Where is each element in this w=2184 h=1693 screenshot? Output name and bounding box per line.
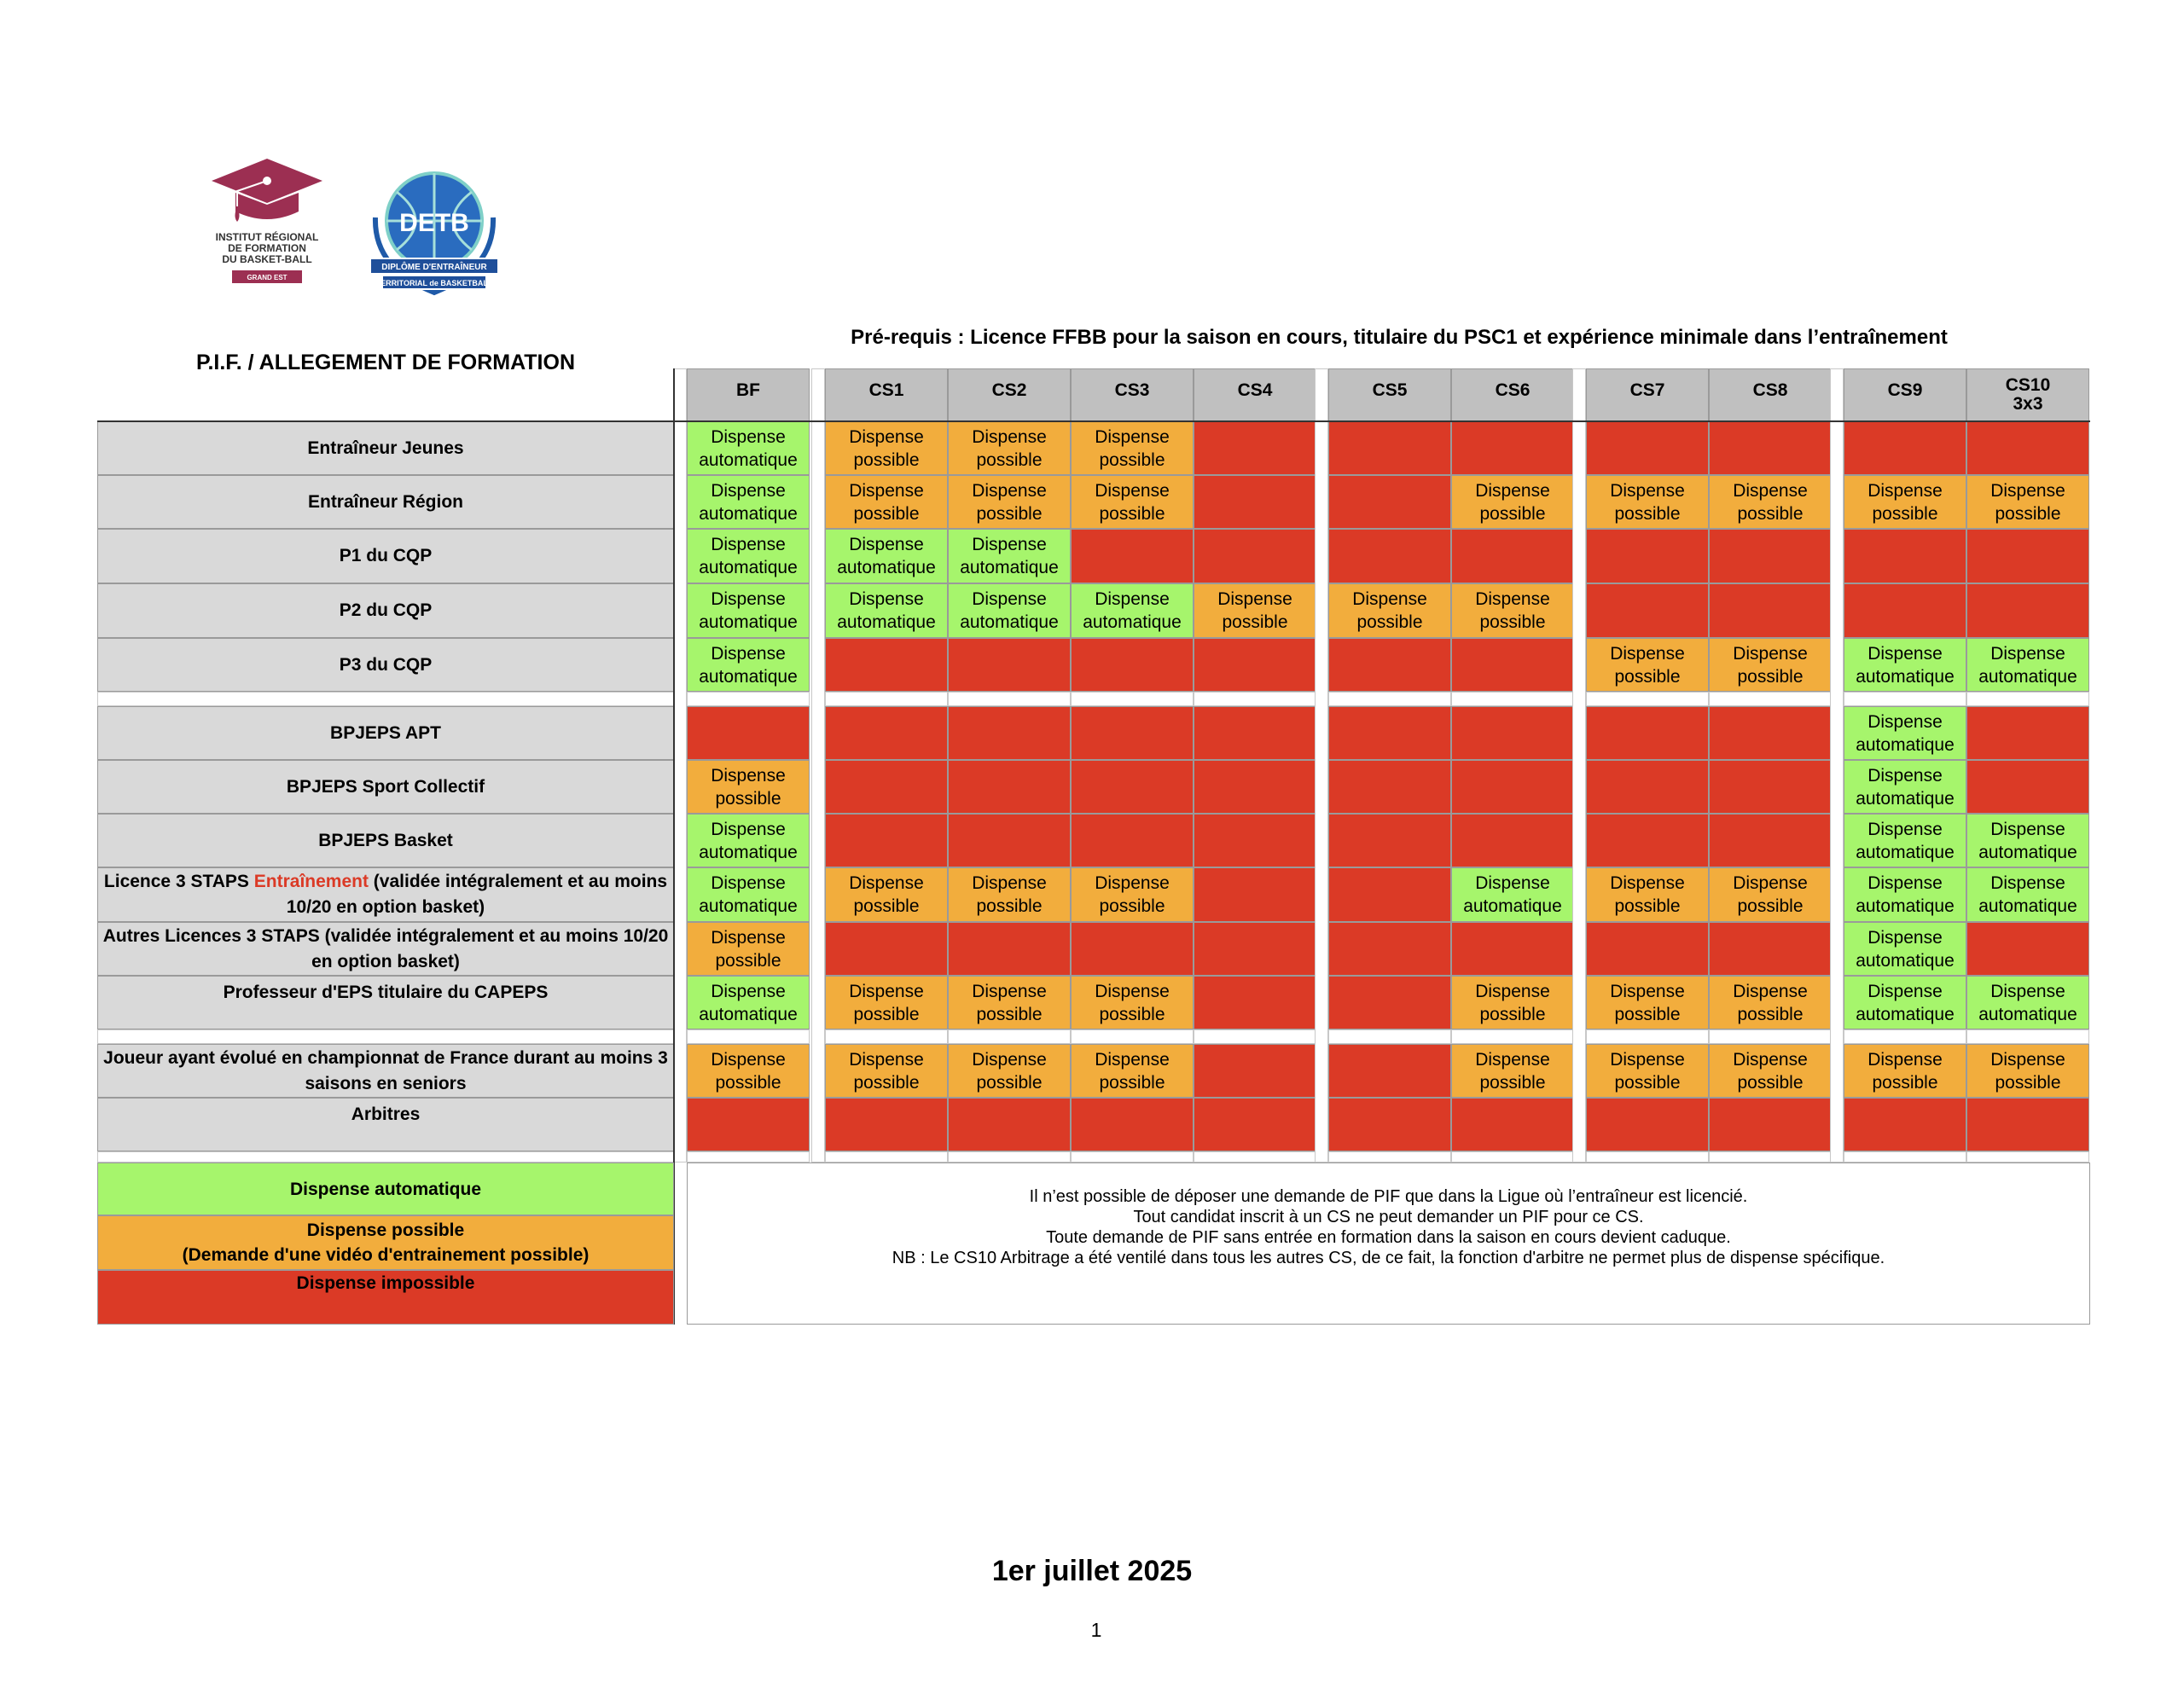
status-impossible-cell — [1194, 475, 1316, 529]
column-header-cs8: CS8 — [1709, 368, 1832, 421]
spacer-row — [97, 692, 674, 706]
note-2: Tout candidat inscrit à un CS ne peut demander un PIF pour ce CS. — [1133, 1208, 1644, 1226]
status-possible-cell: Dispense possible — [948, 976, 1071, 1029]
status-impossible-cell — [948, 760, 1071, 814]
status-impossible-cell — [1451, 814, 1574, 867]
column-header-cs2: CS2 — [948, 368, 1071, 421]
status-impossible-cell — [1586, 922, 1709, 976]
legend-auto-label: Dispense automatique — [289, 1179, 482, 1199]
status-impossible-cell — [1709, 1098, 1832, 1151]
spacer-cell — [1328, 1029, 1451, 1044]
status-auto-cell: Dispense automatique — [1966, 867, 2089, 922]
status-impossible-cell — [1328, 638, 1451, 692]
row-label: BPJEPS APT — [97, 706, 674, 760]
status-auto-cell: Dispense automatique — [687, 583, 810, 638]
spacer-cell — [1709, 1151, 1832, 1162]
status-auto-cell: Dispense automatique — [1966, 976, 2089, 1029]
status-impossible-cell — [1328, 1098, 1451, 1151]
status-impossible-cell — [1194, 1098, 1316, 1151]
status-possible-cell: Dispense possible — [1844, 475, 1966, 529]
status-impossible-cell — [1328, 814, 1451, 867]
status-possible-cell: Dispense possible — [1328, 583, 1451, 638]
status-auto-cell: Dispense automatique — [1844, 976, 1966, 1029]
page-number: 1 — [1090, 1619, 1102, 1641]
status-auto-cell: Dispense automatique — [825, 529, 948, 583]
spacer-cell — [687, 692, 810, 706]
spacer-cell — [1194, 1029, 1316, 1044]
status-possible-cell: Dispense possible — [687, 760, 810, 814]
spacer-cell — [1709, 1029, 1832, 1044]
column-header-bf: BF — [687, 368, 810, 421]
document-date: 1er juillet 2025 — [991, 1555, 1193, 1587]
status-auto-cell: Dispense automatique — [1966, 814, 2089, 867]
status-impossible-cell — [825, 922, 948, 976]
legend-impossible-label: Dispense impossible — [296, 1273, 475, 1293]
status-impossible-cell — [1709, 814, 1832, 867]
status-impossible-cell — [825, 814, 948, 867]
spacer-cell — [948, 1029, 1071, 1044]
status-impossible-cell — [1586, 529, 1709, 583]
status-impossible-cell — [1966, 421, 2089, 475]
status-possible-cell: Dispense possible — [687, 922, 810, 976]
status-impossible-cell — [1586, 760, 1709, 814]
status-auto-cell: Dispense automatique — [1844, 867, 1966, 922]
status-possible-cell: Dispense possible — [948, 475, 1071, 529]
status-auto-cell: Dispense automatique — [1966, 638, 2089, 692]
left-title: P.I.F. / ALLEGEMENT DE FORMATION — [196, 351, 575, 374]
status-impossible-cell — [1194, 867, 1316, 922]
status-impossible-cell — [825, 760, 948, 814]
row-label: Licence 3 STAPS Entraînement (validée intégralement et au moins 10/20 en option basket) — [97, 867, 674, 922]
row-label: Joueur ayant évolué en championnat de France durant au moins 3 saisons en seniors — [97, 1044, 674, 1098]
status-impossible-cell — [1328, 867, 1451, 922]
irfbb-logo-band: GRAND EST — [247, 274, 288, 281]
status-impossible-cell — [1586, 814, 1709, 867]
spacer-cell — [1451, 692, 1574, 706]
status-possible-cell: Dispense possible — [1966, 475, 2089, 529]
status-impossible-cell — [1071, 529, 1194, 583]
status-possible-cell: Dispense possible — [1071, 1044, 1194, 1098]
spacer-cell — [825, 1151, 948, 1162]
status-possible-cell: Dispense possible — [1709, 867, 1832, 922]
status-impossible-cell — [1451, 638, 1574, 692]
status-possible-cell: Dispense possible — [825, 867, 948, 922]
spacer-cell — [1966, 1151, 2089, 1162]
status-impossible-cell — [825, 1098, 948, 1151]
status-impossible-cell — [1586, 583, 1709, 638]
spacer-cell — [1194, 692, 1316, 706]
spacer-row — [97, 1151, 674, 1162]
status-possible-cell: Dispense possible — [1586, 867, 1709, 922]
status-auto-cell: Dispense automatique — [1844, 922, 1966, 976]
note-4: NB : Le CS10 Arbitrage a été ventilé dans tous les autres CS, de ce fait, la fonction d'arbitre ne permet plus de dispense spécifique. — [892, 1249, 1885, 1267]
row-label: Professeur d'EPS titulaire du CAPEPS — [97, 976, 674, 1029]
legend-possible — [97, 1215, 674, 1270]
column-header-cs3: CS3 — [1071, 368, 1194, 421]
status-impossible-cell — [1194, 421, 1316, 475]
spacer-cell — [1966, 1029, 2089, 1044]
status-impossible-cell — [1451, 922, 1574, 976]
spacer-cell — [1586, 1151, 1709, 1162]
prerequisites-title: Pré-requis : Licence FFBB pour la saison en cours, titulaire du PSC1 et expérience minimale dans l’entraînement — [851, 326, 1948, 349]
highlight-word: Entraînement — [253, 872, 369, 891]
status-auto-cell: Dispense automatique — [1844, 706, 1966, 760]
status-impossible-cell — [1966, 583, 2089, 638]
status-impossible-cell — [1328, 706, 1451, 760]
status-possible-cell: Dispense possible — [1709, 475, 1832, 529]
row-label: P2 du CQP — [97, 583, 674, 638]
status-possible-cell: Dispense possible — [1586, 638, 1709, 692]
status-possible-cell: Dispense possible — [1194, 583, 1316, 638]
status-possible-cell: Dispense possible — [1844, 1044, 1966, 1098]
status-auto-cell: Dispense automatique — [687, 814, 810, 867]
status-auto-cell: Dispense automatique — [1071, 583, 1194, 638]
status-possible-cell: Dispense possible — [1071, 421, 1194, 475]
status-impossible-cell — [1966, 706, 2089, 760]
status-possible-cell: Dispense possible — [1966, 1044, 2089, 1098]
spacer-cell — [1451, 1151, 1574, 1162]
status-impossible-cell — [1966, 1098, 2089, 1151]
spacer-cell — [1709, 692, 1832, 706]
status-impossible-cell — [1709, 706, 1832, 760]
status-impossible-cell — [1709, 583, 1832, 638]
notes-box — [687, 1162, 2090, 1325]
status-impossible-cell — [687, 1098, 810, 1151]
row-label: BPJEPS Basket — [97, 814, 674, 867]
status-impossible-cell — [1844, 529, 1966, 583]
status-possible-cell: Dispense possible — [1451, 976, 1574, 1029]
status-possible-cell: Dispense possible — [1709, 638, 1832, 692]
row-label: P3 du CQP — [97, 638, 674, 692]
detb-monogram: DETB — [399, 209, 469, 237]
irfbb-logo-line2: DE FORMATION — [228, 242, 306, 254]
status-impossible-cell — [1071, 1098, 1194, 1151]
row-label: P1 du CQP — [97, 529, 674, 583]
status-possible-cell: Dispense possible — [1451, 1044, 1574, 1098]
status-impossible-cell — [1586, 1098, 1709, 1151]
status-impossible-cell — [948, 638, 1071, 692]
status-impossible-cell — [1451, 760, 1574, 814]
spacer-row — [97, 1029, 674, 1044]
status-impossible-cell — [1071, 922, 1194, 976]
status-auto-cell: Dispense automatique — [687, 475, 810, 529]
status-possible-cell: Dispense possible — [1586, 475, 1709, 529]
detb-arc1: DIPLÔME D'ENTRAÎNEUR — [381, 263, 487, 272]
status-impossible-cell — [1966, 760, 2089, 814]
status-possible-cell: Dispense possible — [1071, 867, 1194, 922]
row-label: Autres Licences 3 STAPS (validée intégralement et au moins 10/20 en option basket) — [97, 922, 674, 976]
status-possible-cell: Dispense possible — [825, 976, 948, 1029]
status-impossible-cell — [1328, 475, 1451, 529]
spacer-cell — [1844, 692, 1966, 706]
status-impossible-cell — [1586, 421, 1709, 475]
status-impossible-cell — [1071, 638, 1194, 692]
status-possible-cell: Dispense possible — [948, 867, 1071, 922]
status-auto-cell: Dispense automatique — [687, 976, 810, 1029]
spacer-cell — [1071, 1029, 1194, 1044]
status-impossible-cell — [1194, 1044, 1316, 1098]
status-impossible-cell — [1844, 1098, 1966, 1151]
status-possible-cell: Dispense possible — [1451, 475, 1574, 529]
spacer-cell — [1586, 692, 1709, 706]
irfbb-logo-line3: DU BASKET-BALL — [222, 253, 312, 265]
spacer-cell — [825, 692, 948, 706]
column-header-cs7: CS7 — [1586, 368, 1709, 421]
status-impossible-cell — [1451, 421, 1574, 475]
status-possible-cell: Dispense possible — [948, 1044, 1071, 1098]
status-possible-cell: Dispense possible — [825, 1044, 948, 1098]
row-label: BPJEPS Sport Collectif — [97, 760, 674, 814]
spacer-cell — [687, 1029, 810, 1044]
column-header-cs4: CS4 — [1194, 368, 1316, 421]
status-auto-cell: Dispense automatique — [1451, 867, 1574, 922]
status-impossible-cell — [948, 1098, 1071, 1151]
note-3: Toute demande de PIF sans entrée en formation dans la saison en cours devient caduque. — [1046, 1228, 1731, 1247]
status-impossible-cell — [1071, 760, 1194, 814]
spacer-cell — [1966, 692, 2089, 706]
column-header-cs6: CS6 — [1451, 368, 1574, 421]
status-impossible-cell — [1071, 706, 1194, 760]
status-impossible-cell — [1709, 922, 1832, 976]
legend-impossible — [97, 1270, 674, 1325]
status-possible-cell: Dispense possible — [1071, 976, 1194, 1029]
status-impossible-cell — [1709, 421, 1832, 475]
status-impossible-cell — [948, 922, 1071, 976]
status-impossible-cell — [1451, 1098, 1574, 1151]
status-impossible-cell — [687, 706, 810, 760]
detb-arc2: TERRITORIAL de BASKETBALL — [375, 279, 493, 287]
status-impossible-cell — [1966, 922, 2089, 976]
status-impossible-cell — [1328, 529, 1451, 583]
status-impossible-cell — [1451, 529, 1574, 583]
status-impossible-cell — [1709, 760, 1832, 814]
status-impossible-cell — [1194, 706, 1316, 760]
status-impossible-cell — [948, 814, 1071, 867]
spacer-cell — [1451, 1029, 1574, 1044]
status-auto-cell: Dispense automatique — [1844, 814, 1966, 867]
spacer-cell — [1071, 692, 1194, 706]
spacer-cell — [1586, 1029, 1709, 1044]
spacer-cell — [1328, 692, 1451, 706]
status-possible-cell: Dispense possible — [1451, 583, 1574, 638]
status-impossible-cell — [1194, 976, 1316, 1029]
status-impossible-cell — [1586, 706, 1709, 760]
status-possible-cell: Dispense possible — [948, 421, 1071, 475]
spacer-cell — [1071, 1151, 1194, 1162]
row-label: Arbitres — [97, 1098, 674, 1151]
status-auto-cell: Dispense automatique — [948, 583, 1071, 638]
status-impossible-cell — [1328, 421, 1451, 475]
status-impossible-cell — [1709, 529, 1832, 583]
status-possible-cell: Dispense possible — [1709, 1044, 1832, 1098]
column-header-cs10: CS10 3x3 — [1966, 368, 2089, 421]
irfbb-logo-line1: INSTITUT RÉGIONAL — [215, 231, 319, 243]
spacer-cell — [948, 1151, 1071, 1162]
spacer-cell — [825, 1029, 948, 1044]
legend-auto — [97, 1162, 674, 1215]
spacer-cell — [948, 692, 1071, 706]
status-impossible-cell — [1844, 421, 1966, 475]
status-auto-cell: Dispense automatique — [687, 421, 810, 475]
status-impossible-cell — [1194, 760, 1316, 814]
note-1: Il n’est possible de déposer une demande de PIF que dans la Ligue où l’entraîneur est licencié. — [1029, 1187, 1748, 1206]
status-possible-cell: Dispense possible — [1071, 475, 1194, 529]
spacer-cell — [1328, 1151, 1451, 1162]
status-possible-cell: Dispense possible — [825, 475, 948, 529]
status-auto-cell: Dispense automatique — [825, 583, 948, 638]
spacer-cell — [687, 1151, 810, 1162]
status-impossible-cell — [948, 706, 1071, 760]
status-impossible-cell — [1328, 760, 1451, 814]
status-impossible-cell — [1194, 922, 1316, 976]
status-impossible-cell — [825, 638, 948, 692]
status-auto-cell: Dispense automatique — [687, 867, 810, 922]
spacer-column — [1315, 368, 1328, 1162]
status-impossible-cell — [1328, 976, 1451, 1029]
status-auto-cell: Dispense automatique — [1844, 760, 1966, 814]
spacer-column — [811, 368, 825, 1162]
status-possible-cell: Dispense possible — [1586, 1044, 1709, 1098]
column-header-cs9: CS9 — [1844, 368, 1966, 421]
status-auto-cell: Dispense automatique — [948, 529, 1071, 583]
status-impossible-cell — [1844, 583, 1966, 638]
status-auto-cell: Dispense automatique — [687, 529, 810, 583]
spacer-column — [673, 368, 687, 1162]
status-possible-cell: Dispense possible — [825, 421, 948, 475]
legend-possible-line1: Dispense possible — [306, 1220, 465, 1240]
status-impossible-cell — [825, 706, 948, 760]
status-impossible-cell — [1328, 1044, 1451, 1098]
spacer-column — [1830, 368, 1844, 1162]
status-impossible-cell — [1071, 814, 1194, 867]
status-impossible-cell — [1966, 529, 2089, 583]
spacer-cell — [1194, 1151, 1316, 1162]
status-possible-cell: Dispense possible — [687, 1044, 810, 1098]
status-auto-cell: Dispense automatique — [687, 638, 810, 692]
column-header-cs5: CS5 — [1328, 368, 1451, 421]
row-label: Entraîneur Jeunes — [97, 421, 674, 475]
row-label: Entraîneur Région — [97, 475, 674, 529]
spacer-column — [1572, 368, 1586, 1162]
column-header-cs1: CS1 — [825, 368, 948, 421]
header-rule — [97, 420, 2090, 422]
status-impossible-cell — [1194, 638, 1316, 692]
status-impossible-cell — [1451, 706, 1574, 760]
status-auto-cell: Dispense automatique — [1844, 638, 1966, 692]
status-possible-cell: Dispense possible — [1586, 976, 1709, 1029]
status-impossible-cell — [1328, 922, 1451, 976]
status-impossible-cell — [1194, 529, 1316, 583]
spacer-cell — [1844, 1029, 1966, 1044]
status-possible-cell: Dispense possible — [1709, 976, 1832, 1029]
legend-possible-line2: (Demande d'une vidéo d'entrainement possible) — [182, 1245, 590, 1265]
status-impossible-cell — [1194, 814, 1316, 867]
spacer-cell — [1844, 1151, 1966, 1162]
